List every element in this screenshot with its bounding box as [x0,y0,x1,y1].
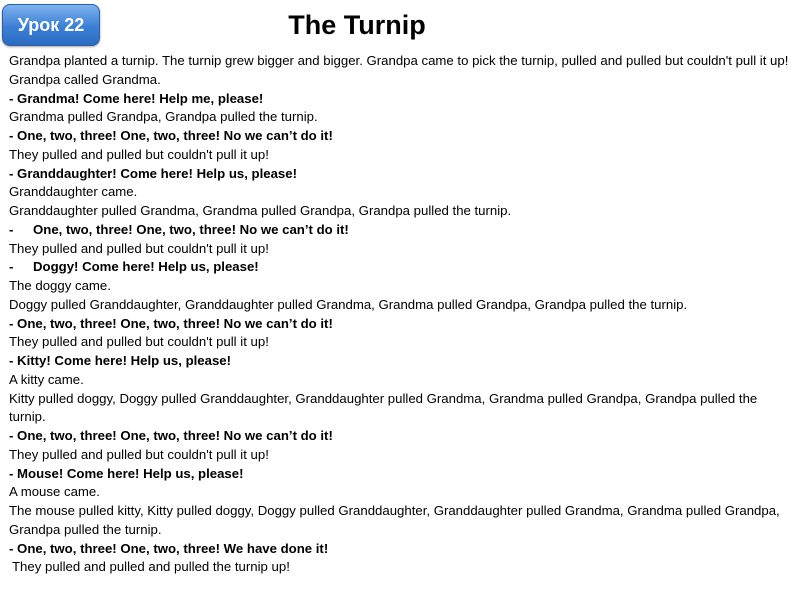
line-text: - One, two, three! One, two, three! No we can’t do it! [9,315,333,331]
line-text: Doggy pulled Granddaughter, Granddaughter pulled Grandma, Grandma pulled Grandpa, Grandpa pulled the turnip. [9,296,688,312]
story-line [9,221,794,240]
line-text: - Grandma! Come here! Help me, please! [9,90,264,106]
line-dash: - [9,259,14,275]
story-line [9,183,794,202]
line-text: Granddaughter came. [9,184,138,200]
line-text: One, two, three! One, two, three! No we can’t do it! [33,221,349,237]
line-text: The doggy came. [9,278,111,293]
story-line [9,202,794,221]
line-text: - Granddaughter! Come here! Help us, please! [9,165,297,181]
line-text: They pulled and pulled but couldn't pull it up! [9,240,269,256]
line-text: Granddaughter pulled Grandma, Grandma pulled Grandpa, Grandpa pulled the turnip. [9,203,512,218]
story-line [9,465,794,484]
story-line [9,483,794,502]
story-line [9,277,794,296]
line-text: - One, two, three! One, two, three! No we can’t do it! [9,128,333,143]
story-line [9,71,794,90]
line-text: - Kitty! Come here! Help us, please! [9,353,232,368]
line-text: They pulled and pulled but couldn't pull it up! [9,446,269,462]
story-line [9,371,794,390]
story-line [9,558,794,577]
page-title: The Turnip [288,10,426,40]
line-text: A kitty came. [9,371,84,387]
lesson-badge[interactable]: Урок 22 [2,4,100,46]
story-line [9,502,794,540]
story-line [9,427,794,446]
line-text: They pulled and pulled and pulled the turnip up! [12,559,290,575]
story-line [9,333,794,352]
line-text: A mouse came. [9,484,100,500]
story-text [9,52,794,577]
line-text: They pulled and pulled but couldn't pull it up! [9,334,269,350]
story-line [9,390,794,428]
story-line [9,127,794,146]
line-dash: - [9,221,14,237]
line-text: Doggy! Come here! Help us, please! [33,259,259,275]
line-text: - Mouse! Come here! Help us, please! [9,465,244,481]
story-line [9,52,794,71]
story-line [9,315,794,334]
line-text: Grandma pulled Grandpa, Grandpa pulled the turnip. [9,109,318,125]
line-text: The mouse pulled kitty, Kitty pulled doggy, Doggy pulled Granddaughter, Granddaughter pulled Grandma, Grandma pulled Grandpa, Grandpa pulled the turnip. [9,503,780,537]
story-line [9,146,794,165]
story-line [9,165,794,184]
story-line [9,446,794,465]
line-text: Kitty pulled doggy, Doggy pulled Granddaughter, Granddaughter pulled Grandma, Grandma pulled Grandpa, Grandpa pulled the turnip. [9,390,758,425]
story-line [9,90,794,109]
story-line [9,258,794,277]
story-line [9,108,794,127]
story-line [9,240,794,259]
line-text: Grandpa planted a turnip. The turnip grew bigger and bigger. Grandpa came to pick the turnip, pulled and pulled but couldn't pull it up! [9,53,789,68]
story-line [9,296,794,315]
story-line [9,352,794,371]
line-text: They pulled and pulled but couldn't pull it up! [9,146,269,162]
line-text: - One, two, three! One, two, three! We have done it! [9,540,329,556]
story-line [9,540,794,559]
line-text: Grandpa called Grandma. [9,71,161,87]
line-text: - One, two, three! One, two, three! No we can’t do it! [9,428,333,443]
